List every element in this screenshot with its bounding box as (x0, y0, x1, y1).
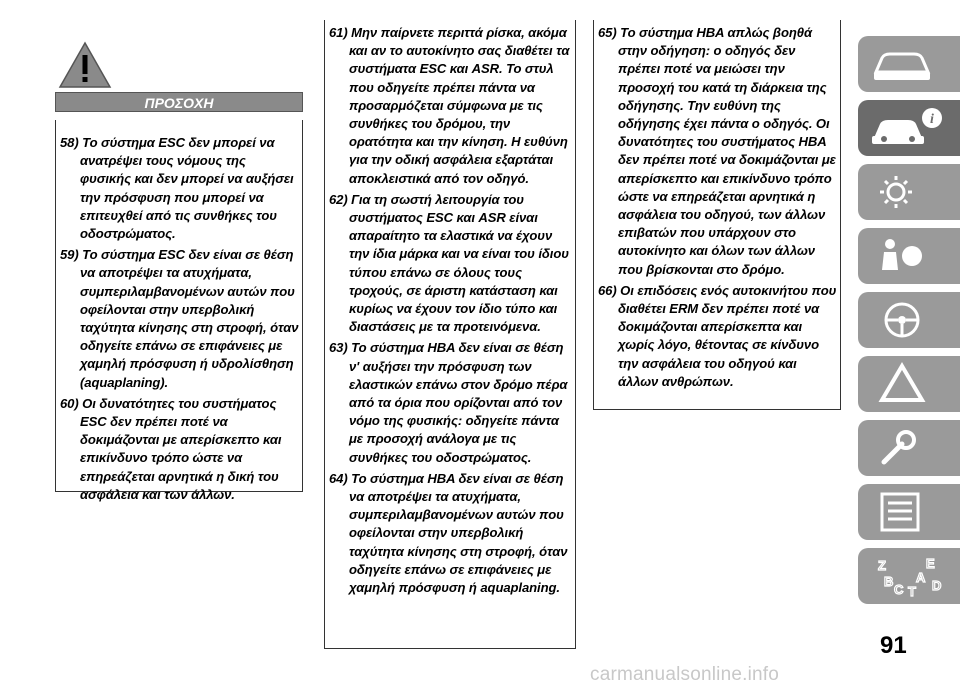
warning-triangle-icon (57, 40, 113, 90)
note-item: 65) Το σύστημα HBA απλώς βοηθά στην οδήγηση: ο οδηγός δεν πρέπει ποτέ να μειώσει την προσοχή του κατά τη διάρκεια της οδήγησης. Την ευθύνη της οδήγησης έχει πάντα ο οδηγός. Οι δυνατότητες του συστήματος HBA δεν πρέπει ποτέ να δοκιμάζονται με απερίσκεπτο και επικίνδυνο τρόπο ώστε να επηρεάζεται αρνητικά η ασφάλεια του οδηγού, των άλλων επιβατών που υπάρχουν στο αυτοκίνητο και όλων των άλλων που βρίσκονται στο δρόμο. (598, 25, 836, 277)
notes-column-2 (324, 20, 576, 649)
watermark: carmanualsonline.info (590, 664, 780, 685)
sidebar-tab-starting-driving[interactable] (858, 292, 960, 348)
warning-triangle-icon (868, 362, 948, 406)
note-item: 64) Το σύστημα HBA δεν είναι σε θέση να αποτρέψει τα ατυχήματα, συμπεριλαμβανομένων αυτών που οφείλονται στην υπερβολική ταχύτητα κίνησης στη στροφή, όταν οδηγείτε επάνω σε επιφάνειες με χαμηλή πρόσφυση ή aquaplaning. (329, 470, 568, 596)
index-letter: Z (878, 558, 886, 573)
note-item: 61) Μην παίρνετε περιττά ρίσκα, ακόμα και αν το αυτοκίνητο σας διαθέτει τα συστήματα ESC και ASR. Το στυλ που οδηγείτε πρέπει πάντα να προσαρμόζεται σύμφωνα με τις συνθήκες του δρόμου, την ορατότητα και την κίνηση. Η ευθύνη για την οδική ασφάλεια εξαρτάται αποκλειστικά από τον οδηγό. (329, 25, 570, 186)
notes-column-1 (55, 120, 303, 502)
lights-icon (868, 170, 948, 214)
sidebar-tab-specifications[interactable] (858, 484, 960, 540)
svg-text:i: i (930, 112, 934, 127)
notes-column-3 (593, 20, 841, 410)
index-letter: E (926, 556, 935, 571)
index-letter: C (894, 582, 904, 597)
warning-heading: ΠΡΟΣΟΧΗ (55, 92, 303, 112)
sidebar-tab-dashboard[interactable] (858, 36, 960, 92)
index-letter: B (884, 574, 894, 589)
sidebar-tab-index[interactable] (858, 548, 960, 604)
note-item: 59) Το σύστημα ESC δεν είναι σε θέση να αποτρέψει τα ατυχήματα, συμπεριλαμβανομένων αυτών που οφείλονται στην υπερβολική ταχύτητα κίνησης στη στροφή, όταν οδηγείτε επάνω σε επιφάνειες με χαμηλή πρόσφυση ή υδρολίσθηση (aquaplaning). (60, 247, 299, 390)
airbag-icon (868, 234, 948, 278)
note-item: 66) Οι επιδόσεις ενός αυτοκινήτου που διαθέτει ERM δεν πρέπει ποτέ να δοκιμάζονται απερίσκεπτα και χωρίς λόγο, θέτοντας σε κίνδυνο την ασφάλεια του οδηγού και άλλων ανθρώπων. (598, 282, 837, 389)
car-info-icon (868, 106, 948, 150)
page-number: 91 (880, 632, 907, 659)
sidebar-tab-lights[interactable] (858, 164, 960, 220)
index-letter: D (932, 578, 942, 593)
alphabetical-index-icon (868, 554, 948, 598)
sidebar-tab-maintenance[interactable] (858, 420, 960, 476)
note-item: 60) Οι δυνατότητες του συστήματος ESC δεν πρέπει ποτέ να δοκιμάζονται με απερίσκεπτο και επικίνδυνο τρόπο ώστε να επηρεάζεται αρνητικά η δική του ασφάλεια και των άλλων. (60, 395, 282, 502)
sidebar-tab-car-info[interactable] (858, 100, 960, 156)
sidebar-tab-airbag[interactable] (858, 228, 960, 284)
index-letter: A (916, 570, 926, 585)
note-item: 62) Για τη σωστή λειτουργία του συστήματος ESC και ASR είναι απαραίτητο τα ελαστικά να έχουν την ίδια μάρκα και να είναι του ίδιου τύπου επάνω σε όλους τους τροχούς, σε άριστη κατάσταση και κυρίως να έχουν τον ίδιο τύπο και διαστάσεις με τα προτεινόμενα. (329, 191, 569, 335)
car-dashboard-icon (868, 42, 948, 86)
index-letter: T (908, 584, 916, 598)
steering-wheel-icon (868, 298, 948, 342)
note-item: 58) Το σύστημα ESC δεν μπορεί να ανατρέψει τους νόμους της φυσικής και δεν μπορεί να αυξήσει την πρόσφυση που μπορεί να επιτευχθεί από τις συνθήκες του οδοστρώματος. (60, 135, 294, 242)
note-item: 63) Το σύστημα HBA δεν είναι σε θέση ν' αυξήσει την πρόσφυση των ελαστικών επάνω στον δρόμο πέρα από τα όρια που ορίζονται από τον νόμο της φυσικής: οδηγείτε πάντα με προσοχή ανάλογα με τις συνθήκες του οδοστρώματος. (329, 340, 568, 465)
specifications-list-icon (868, 490, 948, 534)
sidebar-tab-emergency[interactable] (858, 356, 960, 412)
maintenance-wrench-icon (868, 426, 948, 470)
